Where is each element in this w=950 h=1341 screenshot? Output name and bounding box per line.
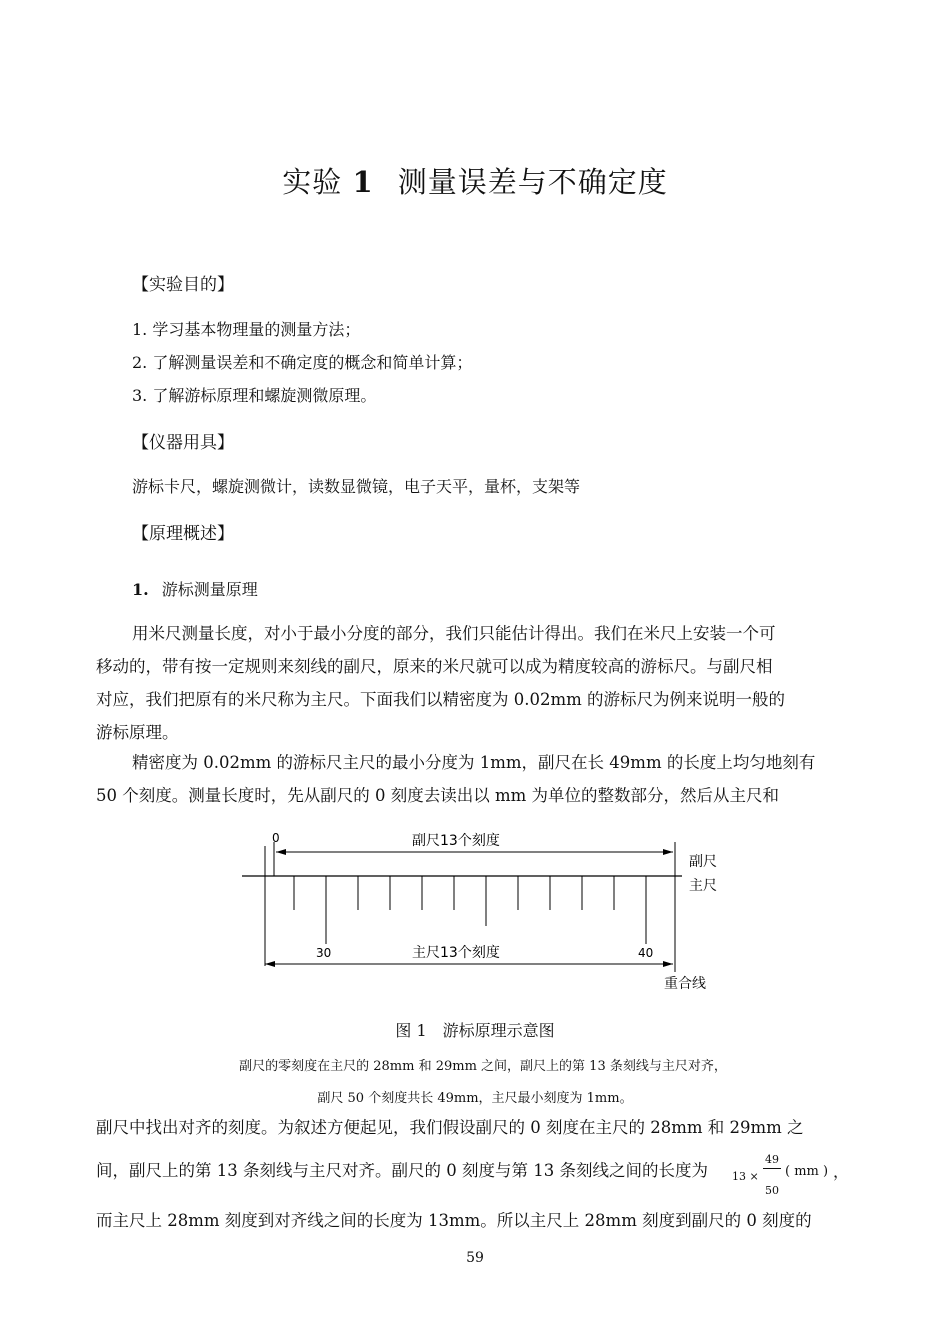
formula-coefficient: 13 × <box>732 1170 759 1183</box>
label-vernier: 副尺 <box>689 854 717 870</box>
title-number: 1 <box>352 165 374 199</box>
top-arrow-left <box>276 849 286 855</box>
fraction-formula <box>732 1153 850 1199</box>
subsection-number: 1. <box>132 580 149 599</box>
paragraph2-line1: 精密度为 0.02mm 的游标尺主尺的最小分度为 1mm，副尺在长 49mm 的长度上均匀地刻有 <box>132 753 816 772</box>
vernier-diagram <box>230 826 730 996</box>
label-40: 40 <box>638 946 654 960</box>
label-zero: 0 <box>272 831 280 845</box>
label-coincide: 重合线 <box>664 976 706 992</box>
title-prefix: 实验 <box>282 165 343 199</box>
purpose-item-3: 3. 了解游标原理和螺旋测微原理。 <box>132 386 377 405</box>
page-number: 59 <box>466 1250 484 1266</box>
figure-caption: 图 1 游标原理示意图 <box>395 1021 555 1040</box>
title-text: 测量误差与不确定度 <box>397 165 668 199</box>
page-title <box>0 160 950 201</box>
label-top: 副尺13个刻度 <box>412 833 500 849</box>
subsection-title: 游标测量原理 <box>161 580 258 599</box>
subsection-heading <box>132 577 258 600</box>
bottom-arrow-left <box>265 961 275 967</box>
label-30: 30 <box>316 946 332 960</box>
paragraph1-line2: 移动的，带有按一定规则来刻线的副尺，原来的米尺就可以成为精度较高的游标尺。与副尺相 <box>96 657 773 676</box>
section-instruments-heading: 【仪器用具】 <box>132 433 234 453</box>
label-bottom: 主尺13个刻度 <box>412 945 500 961</box>
paragraph2-line2: 50 个刻度。测量长度时，先从副尺的 0 刻度去读出以 mm 为单位的整数部分，然后从主尺和 <box>96 786 780 805</box>
section-purpose-heading: 【实验目的】 <box>132 275 234 295</box>
bottom-arrow-right <box>663 961 673 967</box>
paragraph1-line3: 对应，我们把原有的米尺称为主尺。下面我们以精密度为 0.02mm 的游标尺为例来说明一般的 <box>96 690 786 709</box>
paragraph1-line4: 游标原理。 <box>96 723 179 742</box>
paragraph3-line2-text: 间，副尺上的第 13 条刻线与主尺对齐。副尺的 0 刻度与第 13 条刻线之间的长度为 <box>96 1161 708 1180</box>
purpose-item-2: 2. 了解测量误差和不确定度的概念和简单计算； <box>132 353 473 372</box>
formula-denominator: 50 <box>765 1184 779 1197</box>
label-main: 主尺 <box>689 878 717 894</box>
paragraph3-line2 <box>96 1154 708 1187</box>
paragraph3-line1: 副尺中找出对齐的刻度。为叙述方便起见，我们假设副尺的 0 刻度在主尺的 28mm 和 29mm 之 <box>96 1118 804 1137</box>
formula-numerator: 49 <box>765 1153 779 1166</box>
paragraph1-line1: 用米尺测量长度，对小于最小分度的部分，我们只能估计得出。我们在米尺上安装一个可 <box>132 624 776 643</box>
formula-end-punct: ， <box>833 1162 850 1181</box>
figure-note-2: 副尺 50 个刻度共长 49mm，主尺最小刻度为 1mm。 <box>317 1091 633 1106</box>
fraction-bar <box>763 1168 781 1169</box>
instruments-text: 游标卡尺，螺旋测微计，读数显微镜，电子天平，量杯，支架等 <box>132 477 581 496</box>
purpose-item-1: 1. 学习基本物理量的测量方法； <box>132 320 361 339</box>
formula-unit: ( mm ) <box>785 1164 829 1179</box>
paragraph3-line3: 而主尺上 28mm 刻度到对齐线之间的长度为 13mm。所以主尺上 28mm 刻度到副尺的 0 刻度的 <box>96 1211 812 1230</box>
top-arrow-right <box>663 849 673 855</box>
figure-note-1: 副尺的零刻度在主尺的 28mm 和 29mm 之间，副尺上的第 13 条刻线与主尺对齐， <box>239 1059 727 1074</box>
section-principle-heading: 【原理概述】 <box>132 524 234 544</box>
